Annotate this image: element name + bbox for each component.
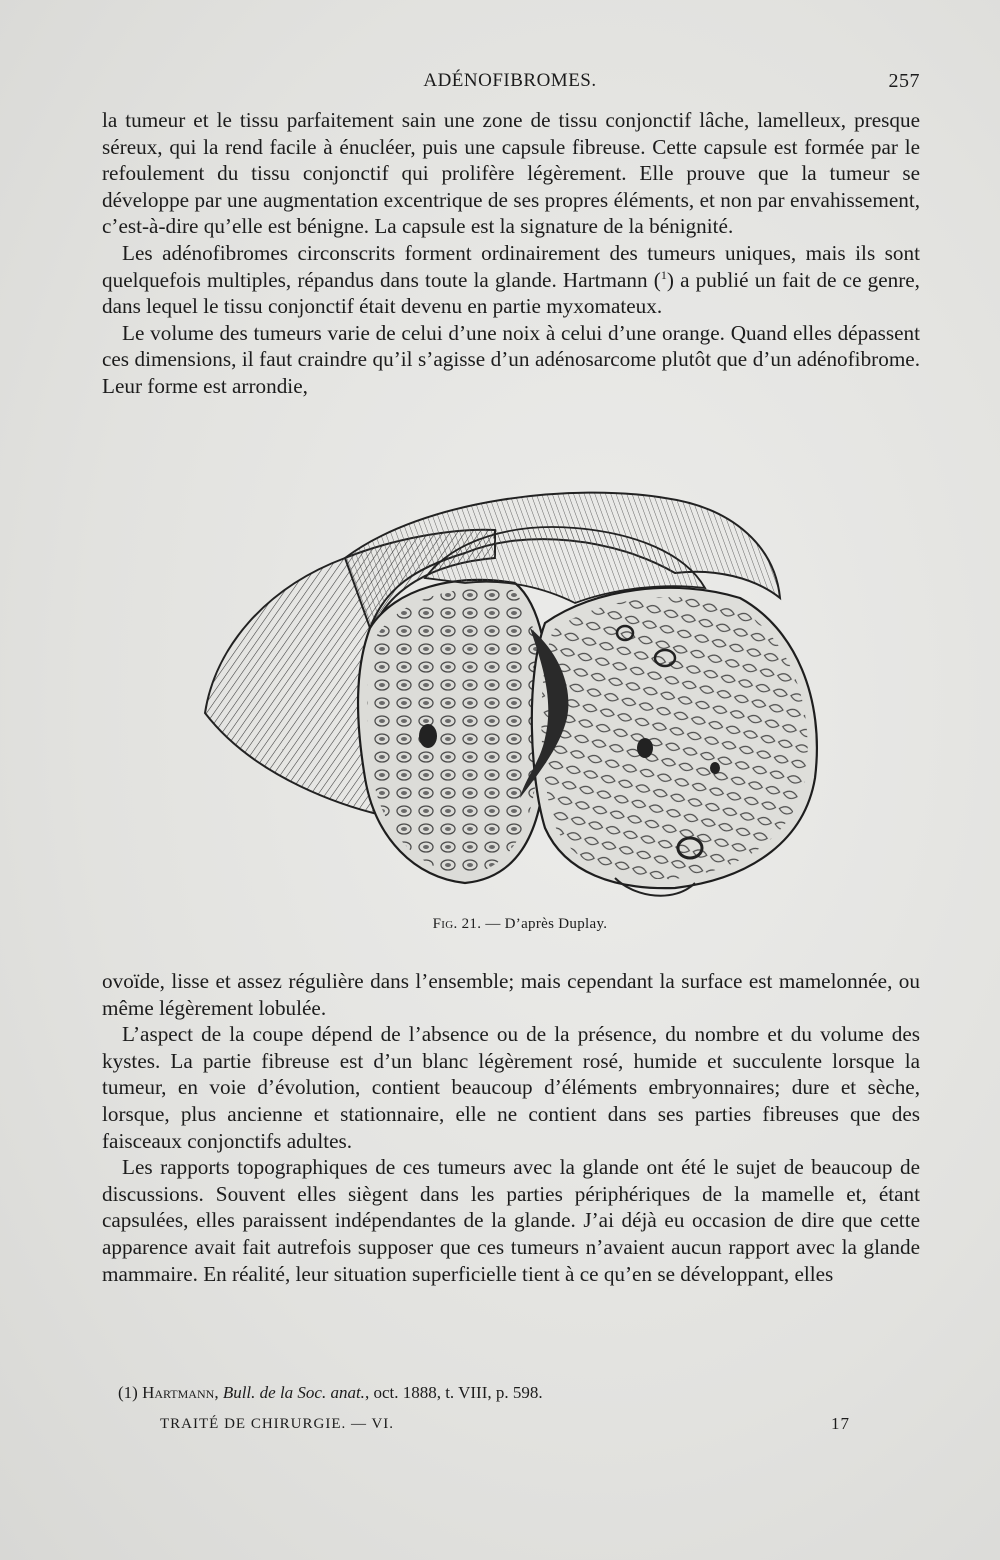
running-title: ADÉNOFIBROMES. xyxy=(423,70,597,91)
paragraph: ovoïde, lisse et assez régulière dans l’ensemble; mais cependant la surface est mamelonnée, ou même légèrement lobulée. xyxy=(102,969,920,1020)
tumor-engraving-illustration xyxy=(195,478,835,908)
page-number: 257 xyxy=(888,70,920,92)
footnote-author: Hartmann xyxy=(142,1383,215,1402)
caption-label: Fig. 21. xyxy=(432,916,482,932)
signature-line xyxy=(160,1414,850,1438)
paragraph: la tumeur et le tissu parfaitement sain une zone de tissu conjonctif lâche, lamelleux, presque séreux, qui la rend facile à énucléer, puis une capsule fibreuse. Cette capsule est formée par le refoulement du tissu conjonctif qui prolifère légèrement. Elle prouve que la tumeur se développe par une augmentation excentrique de ses propres éléments, et non par envahissement, c’est-à-dire qu’elle est bénigne. La capsule est la signature de la bénignité. xyxy=(102,108,920,239)
figure-caption xyxy=(0,916,1000,933)
paragraph: Le volume des tumeurs varie de celui d’une noix à celui d’une orange. Quand elles dépassent ces dimensions, il faut craindre qu’il s’agisse d’un adénosarcome plutôt que d’un adénofibrome. Leur forme est arrondie, xyxy=(102,320,920,398)
footnote: (1) Hartmann, Bull. de la Soc. anat., oct. 1888, t. VIII, p. 598. xyxy=(118,1383,543,1402)
paragraph-text: Les adénofibromes circonscrits forment ordinairement des tumeurs uniques, mais ils sont quelquefois multiples, répandus dans toute la glande. Hartmann ( xyxy=(102,240,920,292)
paragraph: Les rapports topographiques de ces tumeurs avec la glande ont été le sujet de beaucoup de discussions. Souvent elles siègent dans les parties périphériques de la mamelle et, étant capsulées, elles paraissent indépendantes de la glande. J’ai déjà eu occasion de dire que cette apparence avait fait autrefois supposer que ces tumeurs n’avaient aucun rapport avec la glande mammaire. En réalité, leur situation superficielle tient à ce qu’en se développant, elles xyxy=(102,1155,920,1286)
signature-text: TRAITÉ DE CHIRURGIE. — VI. xyxy=(160,1416,395,1432)
paragraph-text: ) a publié un fait de ce genre, dans lequel le tissu conjonctif était devenu en partie myxomateux. xyxy=(102,267,920,319)
tumor-engraving-figure xyxy=(195,478,835,908)
footnote-journal: Bull. de la Soc. anat. xyxy=(222,1383,365,1402)
footnote-details: , oct. 1888, t. VIII, p. 598. xyxy=(364,1383,543,1402)
paragraph xyxy=(102,240,920,320)
footnote-marker: (1) xyxy=(118,1383,138,1402)
footnote-reference: 1 xyxy=(660,267,667,282)
caption-text: — D’après Duplay. xyxy=(481,916,608,932)
running-head xyxy=(100,70,920,100)
signature-number: 17 xyxy=(831,1414,850,1433)
text-block-top xyxy=(102,107,920,400)
paragraph: L’aspect de la coupe dépend de l’absence ou de la présence, du nombre et du volume des kystes. La partie fibreuse est d’un blanc légèrement rosé, humide et succulente lorsque la tumeur, en voie d’évolution, contient beaucoup d’éléments embryonnaires; dure et sèche, lorsque, plus ancienne et stationnaire, elle ne contient dans ses parties fibreuses que des faisceaux conjonctifs adultes. xyxy=(102,1022,920,1153)
text-block-bottom xyxy=(102,968,920,1287)
